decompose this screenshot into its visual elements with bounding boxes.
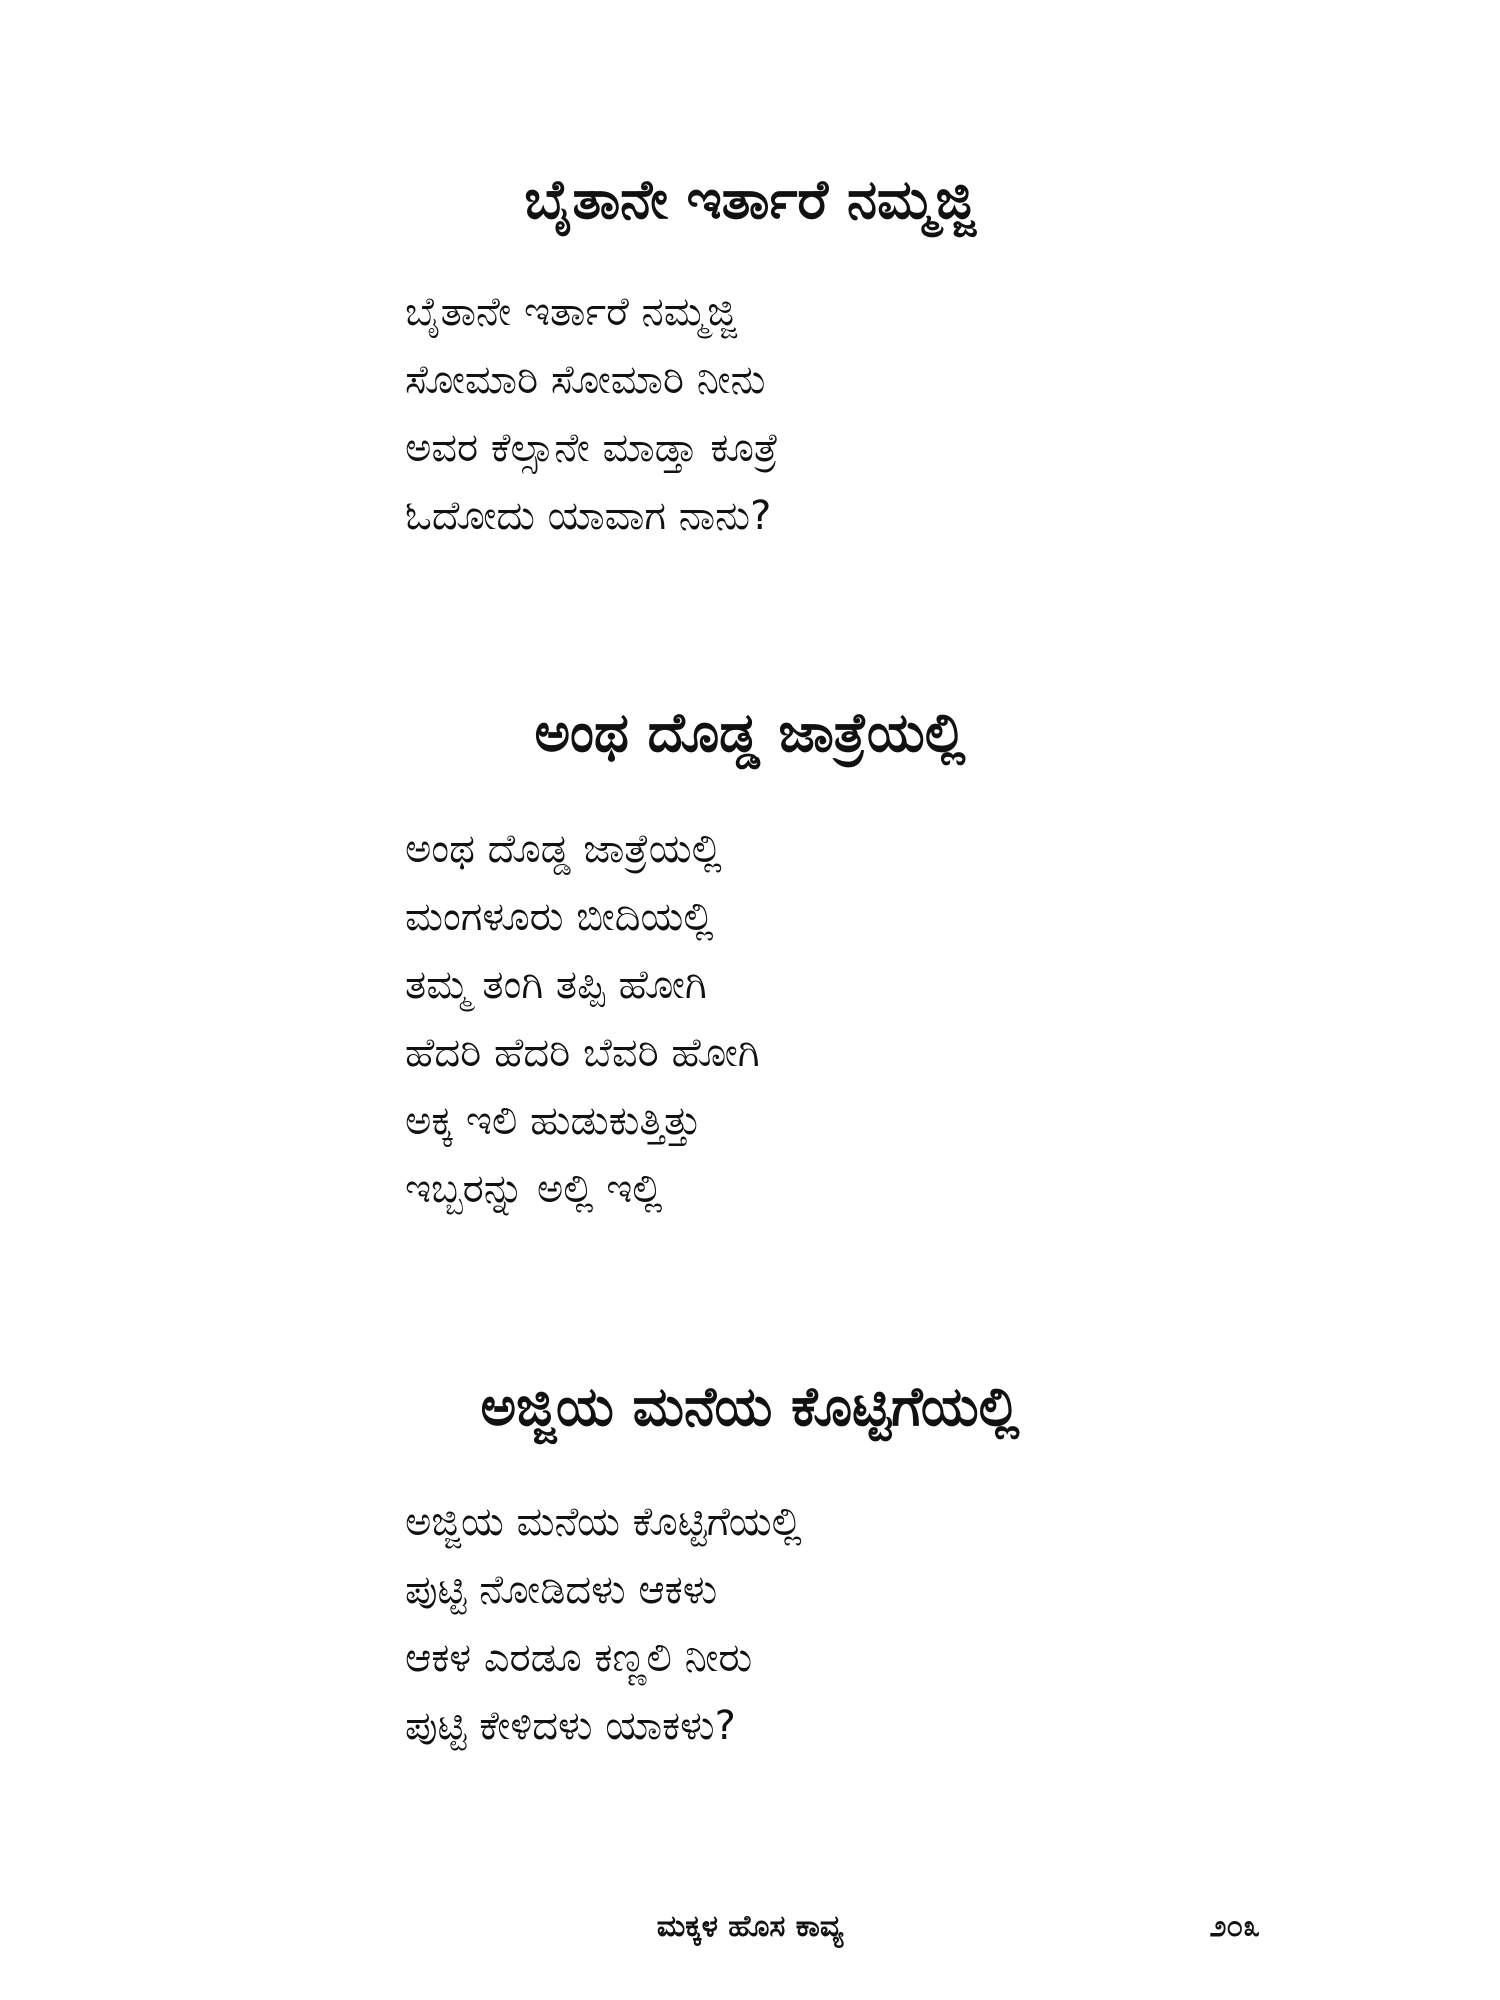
- poem-2-title: ಅಂಥ ದೊಡ್ಡ ಜಾತ್ರೆಯಲ್ಲಿ: [534, 701, 966, 764]
- page-number: ೨೦೩: [1209, 1909, 1260, 1944]
- poem-3-line-4: ಪುಟ್ಟಿ ಕೇಳಿದಳು ಯಾಕಳು?: [405, 1703, 736, 1749]
- poem-3-line-3: ಆಕಳ ಎರಡೂ ಕಣ್ಣಲಿ ನೀರು: [405, 1635, 753, 1681]
- poem-1-verse: [405, 278, 778, 550]
- poem-2-line-5: ಅಕ್ಕ ಇಲಿ ಹುಡುಕುತ್ತಿತ್ತು: [405, 1098, 702, 1144]
- poem-2-line-4: ಹೆದರಿ ಹೆದರಿ ಬೆವರಿ ಹೋಗಿ: [405, 1030, 760, 1076]
- poem-3-line-1: ಅಜ್ಜಿಯ ಮನೆಯ ಕೊಟ್ಟಿಗೆಯಲ್ಲಿ: [405, 1499, 802, 1545]
- poem-1-line-4: ಓದೋದು ಯಾವಾಗ ನಾನು?: [405, 493, 772, 539]
- poem-2-verse: [405, 815, 760, 1223]
- poem-1-line-3: ಅವರ ಕೆಲ್ಸಾನೇ ಮಾಡ್ತಾ ಕೂತ್ರೆ: [405, 425, 779, 471]
- poem-3-verse: [405, 1488, 802, 1760]
- book-title-footer: ಮಕ್ಕಳ ಹೊಸ ಕಾವ್ಯ: [656, 1909, 844, 1944]
- poem-3-title: ಅಜ್ಜಿಯ ಮನೆಯ ಕೊಟ್ಟಿಗೆಯಲ್ಲಿ: [480, 1375, 1020, 1438]
- poem-2-line-6: ಇಬ್ಬರನ್ನು ಅಲ್ಲಿ ಇಲ್ಲಿ: [405, 1166, 663, 1212]
- poem-2-line-1: ಅಂಥ ದೊಡ್ಡ ಜಾತ್ರೆಯಲ್ಲಿ: [405, 826, 722, 872]
- poem-2-line-3: ತಮ್ಮ ತಂಗಿ ತಪ್ಪಿ ಹೋಗಿ: [405, 962, 707, 1008]
- poem-3-line-2: ಪುಟ್ಟಿ ನೋಡಿದಳು ಆಕಳು: [405, 1567, 718, 1613]
- poem-1-title: ಬೈತಾನೇ ಇರ್ತಾರೆ ನಮ್ಮಜ್ಜಿ: [524, 168, 976, 231]
- poem-1-line-1: ಬೈತಾನೇ ಇರ್ತಾರೆ ನಮ್ಮಜ್ಜಿ: [405, 289, 737, 335]
- poem-1-line-2: ಸೋಮಾರಿ ಸೋಮಾರಿ ನೀನು: [405, 357, 766, 403]
- poem-2-line-2: ಮಂಗಳೂರು ಬೀದಿಯಲ್ಲಿ: [405, 894, 714, 940]
